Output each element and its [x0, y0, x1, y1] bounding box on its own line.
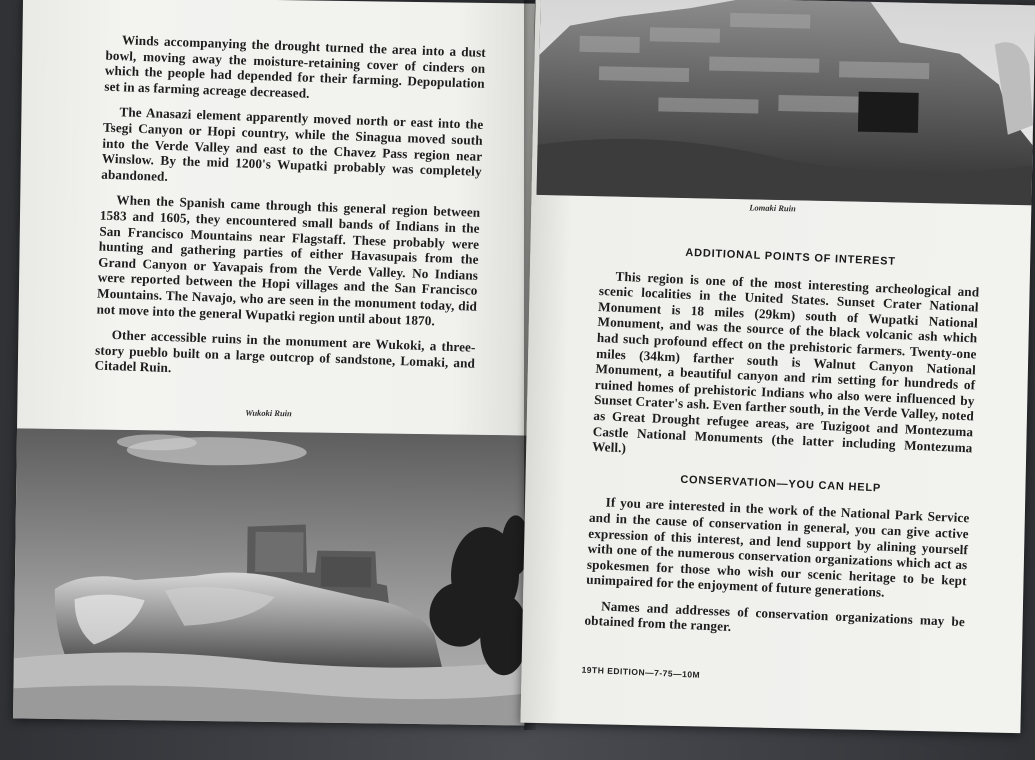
wukoki-photo-caption: Wukoki Ruin: [245, 407, 292, 419]
conservation-heading: CONSERVATION—YOU CAN HELP: [680, 473, 882, 495]
paragraph: If you are interested in the work of the National Park Service and in the cause of conservation in general, you can give active expression of this interest, and lend support by alining yourself with one of the numerous conservation organizations which act as spokesmen for those who wish our scenic heritage to be kept unimpaired for the enjoyment of future generations.: [586, 494, 970, 600]
right-page: [520, 0, 1035, 733]
left-page-text: [94, 32, 486, 397]
paragraph: The Anasazi element apparently moved north or east into the Tsegi Canyon or Hopi country, while the Sinagua moved south into the Verde Valley and east to the Chavez Pass region near Winslow. By the mid 1200's Wupatki probably was completely abandoned.: [101, 104, 484, 184]
wukoki-ruin-photo: [13, 428, 529, 725]
lomaki-photo-caption: Lomaki Ruin: [749, 202, 796, 214]
paragraph: When the Spanish came through this general region between 1583 and 1605, they encountered small bands of Indians in the San Francisco Mountains near Flagstaff. These probably were hunting and gathering parties of either Havasupais from the Grand Canyon or Yavapais from the Verde Valley. No Indians were reported between the Hopi villages and the San Francisco Mountains. The Navajo, who are seen in the monument today, did not move into the general Wupatki region until about 1870.: [96, 192, 481, 328]
lomaki-ruin-photo: [536, 0, 1035, 205]
additional-points-heading: ADDITIONAL POINTS OF INTEREST: [685, 246, 897, 268]
paragraph: This region is one of the most interesting archeological and scenic localities in the United States. Sunset Crater National Monument is 18 miles (29km) south of Wupatki National Monument, and was the source of the black volcanic ash which had such profound effect on the prehistoric farmers. Twenty-one miles (34km) farther south is Walnut Canyon National Monument, a beautiful canyon and rim setting for hundreds of ruined homes of prehistoric Indians who also were influenced by Sunset Crater's ash. Even farther south, in the Verde Valley, noted as Great Drought refugee areas, are Tuzigoot and Montezuma Castle National Monuments (the latter including Montezuma Well.): [591, 268, 980, 456]
paragraph: Names and addresses of conservation organizations may be obtained from the ranger.: [584, 598, 966, 635]
lomaki-ruin-image: [536, 0, 1035, 205]
right-page-text: [584, 242, 981, 655]
left-page: [13, 0, 535, 726]
wukoki-ruin-image: [13, 428, 529, 725]
paragraph: Winds accompanying the drought turned the area into a dust bowl, moving away the moisture-retaining cover of cinders on which the people had depended for their farming. Depopulation set in as farming acreage decreased.: [104, 32, 487, 101]
paragraph: Other accessible ruins in the monument are Wukoki, a three-story pueblo built on a large outcrop of sandstone, Lomaki, and Citadel Ruin.: [94, 327, 476, 376]
edition-line: 19TH EDITION—7-75—10M: [581, 664, 701, 680]
